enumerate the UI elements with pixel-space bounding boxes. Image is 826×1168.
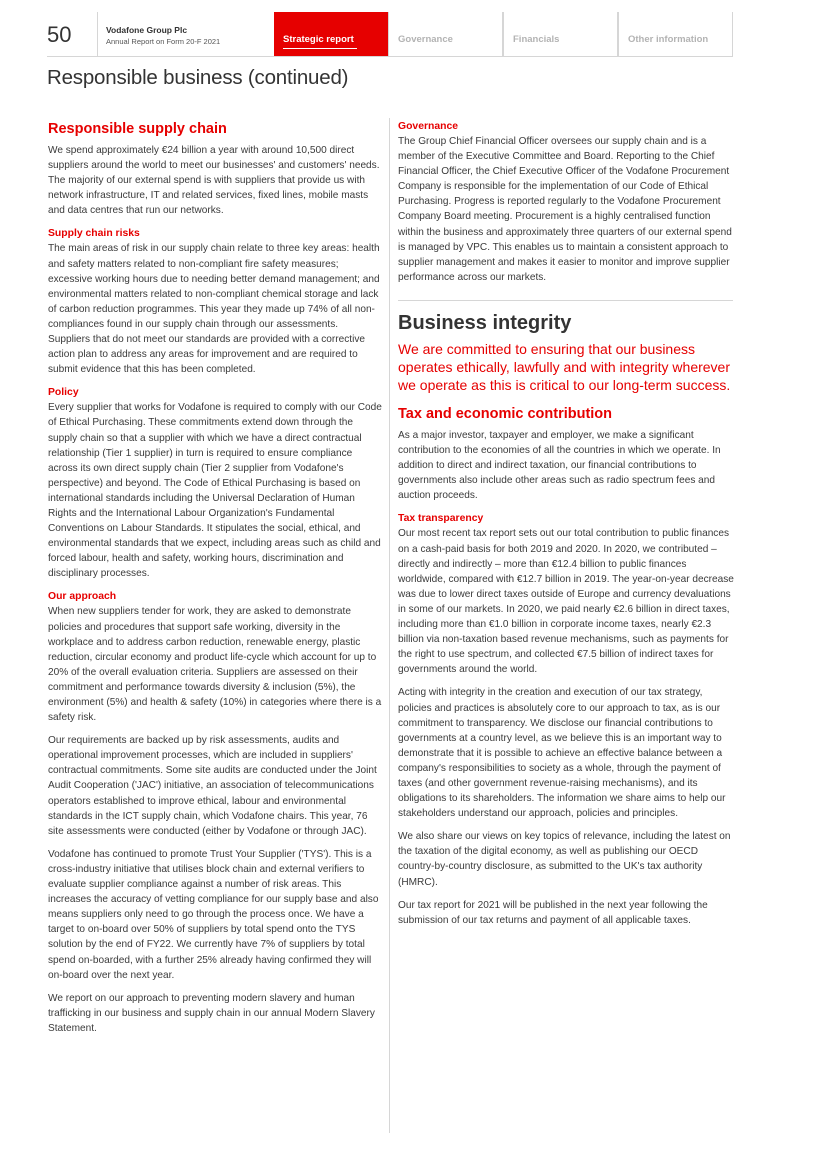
responsible-supply-chain-heading: Responsible supply chain bbox=[48, 121, 227, 137]
approach-paragraph: Our requirements are backed up by risk assessments, audits and operational improvement processes, which are included in suppliers' contractual commitments. Some site audits are conducted under the Joint Audit Cooperation ('JAC') initiative, an association of telecommunications operators established to improve ethical, labour and environmental standards in the ICT supply chain, which Vodafone chairs. This year, 76 site assessments were conducted (either by Vodafone or through JAC). bbox=[48, 735, 377, 837]
tab-governance[interactable]: Governance bbox=[388, 12, 503, 56]
business-integrity-heading: Business integrity bbox=[398, 312, 572, 334]
tax-contribution-heading: Tax and economic contribution bbox=[398, 406, 613, 422]
column-divider bbox=[389, 118, 390, 1133]
section-rule bbox=[398, 300, 733, 301]
header-divider bbox=[97, 12, 98, 56]
approach-paragraph: We report on our approach to preventing modern slavery and human trafficking in our business and supply chain in our annual Modern Slavery Statement. bbox=[48, 992, 375, 1034]
governance-text: The Group Chief Financial Officer oversees our supply chain and is a member of the Executive Committee and Board. Reporting to the Chief Financial Officer, the Chief Executive Officer of the Vodafone Procurement Company is responsible for the implementation of our Code of Ethical Purchasing. Progress is reported regularly to the Vodafone Procurement Company Board meeting. Procurement is a highly centralised function within the business and approximately three quarters of our external spend is managed by VPC. This enables us to maintain a consistent approach to supplier management and makes it easier to monitor and improve supplier performance across our markets. bbox=[398, 136, 732, 283]
supply-chain-risks-heading: Supply chain risks bbox=[48, 228, 140, 240]
tab-financials[interactable]: Financials bbox=[503, 12, 618, 56]
policy-text: Every supplier that works for Vodafone is required to comply with our Code of Ethical Purchasing. These commitments extend down through the supply chain so that a supplier with which we have a direct contractual relationship (Tier 1 supplier) in turn is required to ensure compliance across its own direct supply chain (Tier 2 supplier from Vodafone's perspective) and beyond. The Code of Ethical Purchasing is based on international standards including the Universal Declaration of Human Rights and the International Labour Organization's Fundamental Conventions on Labour Standards. It stipulates the social, ethical, and environmental standards that we expect, including areas such as child and forced labour, health and safety, working hours, discrimination and disciplinary processes. bbox=[48, 402, 382, 580]
tab-strategic-report[interactable]: Strategic report bbox=[274, 12, 388, 56]
tax-intro: As a major investor, taxpayer and employer, we make a significant contribution to the economies of all the countries in which we operate. In addition to direct and indirect taxation, our financial contributions to governments also include other areas such as radio spectrum fees and auction proceeds. bbox=[398, 430, 721, 502]
business-integrity-lead: We are committed to ensuring that our business operates ethically, lawfully and with integrity wherever we operate as this is critical to our long-term success. bbox=[398, 341, 731, 393]
our-approach-heading: Our approach bbox=[48, 591, 117, 603]
page-title: Responsible business (continued) bbox=[47, 66, 349, 89]
tax-transparency-paragraph: Our tax report for 2021 will be published in the next year following the submission of our tax returns and payment of all applicable taxes. bbox=[398, 899, 708, 926]
governance-section bbox=[398, 119, 734, 293]
header-rule bbox=[47, 56, 733, 57]
tax-transparency-paragraph: We also share our views on key topics of relevance, including the latest on the taxation of the digital economy, as well as publishing our OECD country-by-country disclosure, as submitted to the UK's tax authority (HMRC). bbox=[398, 831, 731, 888]
supply-chain-intro: We spend approximately €24 billion a year with around 10,500 direct suppliers around the world to meet our businesses' and customers' needs. The majority of our external spend is with suppliers that provide us with network infrastructure, IT and related services, fixed lines, mobile masts and data centres that run our networks. bbox=[48, 145, 380, 217]
report-title: Annual Report on Form 20-F 2021 bbox=[106, 37, 221, 46]
supply-chain-risks-text: The main areas of risk in our supply chain relate to three key areas: health and safety matters related to non-compliant fire safety measures; excessive working hours due to needing better demand management; and environmental matters related to non-compliant chemical storage and lack of carbon reduction programmes. This year they made up 74% of all non-compliances found in our supply chain through our assessments. Suppliers that do not meet our standards are provided with a corrective action plan to address any areas for improvement and are required to submit evidence that this has been completed. bbox=[48, 243, 380, 376]
page-number: 50 bbox=[47, 22, 72, 47]
business-integrity-section bbox=[398, 310, 734, 936]
approach-paragraph: Vodafone has continued to promote Trust Your Supplier ('TYS'). This is a cross-industry initiative that utilises block chain and external verifiers to evaluate supplier compliance against a number of risk areas. This increases the accuracy of vetting compliance for our supply base and also means suppliers only need to go through the process once. We have a target to on-board over 50% of suppliers by total spend onto the TYS solution by the end of FY22. We currently have 7% of suppliers by total spend on-boarded, with a further 25% already having confirmed they will on-board over the next year. bbox=[48, 848, 379, 981]
left-column bbox=[48, 119, 382, 1044]
tax-transparency-paragraph: Our most recent tax report sets out our total contribution to public finances on a cash-paid basis for both 2019 and 2020. In 2020, we contributed – directly and indirectly – more than €12.4 billion to public finances worldwide, compared with €12.7 billion in 2019. The year-on-year decrease was due to lower direct taxes outside of Europe and currency devaluations in some of our markets. In 2020, we paid nearly €2.6 billion in direct taxes, including more than €1.0 billion in corporate income taxes, nearly €2.3 billion via non-taxation based revenue mechanisms, such as payments for the right to use spectrum, and collected €7.5 billion of indirect taxes for governments around the world. bbox=[398, 528, 734, 676]
policy-heading: Policy bbox=[48, 387, 79, 399]
tax-transparency-paragraph: Acting with integrity in the creation and execution of our tax strategy, policies and practices is absolutely core to our approach to tax, as is our commitment to transparency. We disclose our financial contributions to governments at a country level, as we believe this is an important way to demonstrate that it is possible to achieve an effective balance between a company's responsibilities to society as a whole, through the payment of taxes (and other government revenue-raising mechanisms), and its obligations to its shareholders. The information we share aims to help our stakeholders understand our approach, policies and principles. bbox=[398, 687, 726, 820]
active-tab-underline bbox=[283, 48, 357, 49]
governance-heading: Governance bbox=[398, 121, 459, 132]
tab-other-information[interactable]: Other information bbox=[618, 12, 733, 56]
tax-transparency-heading: Tax transparency bbox=[398, 513, 484, 525]
company-name: Vodafone Group Plc bbox=[106, 25, 188, 35]
approach-paragraph: When new suppliers tender for work, they are asked to demonstrate policies and procedures that support safe working, diversity in the workplace and to address carbon reduction, renewable energy, plastic reduction, circular economy and product life-cycle which account for up to 20% of the overall evaluation criteria. Suppliers are assessed on their commitment and performance towards diversity & inclusion (5%), the environment (5%) and health & safety (10%) in categories where there is a safety risk. bbox=[48, 606, 382, 724]
